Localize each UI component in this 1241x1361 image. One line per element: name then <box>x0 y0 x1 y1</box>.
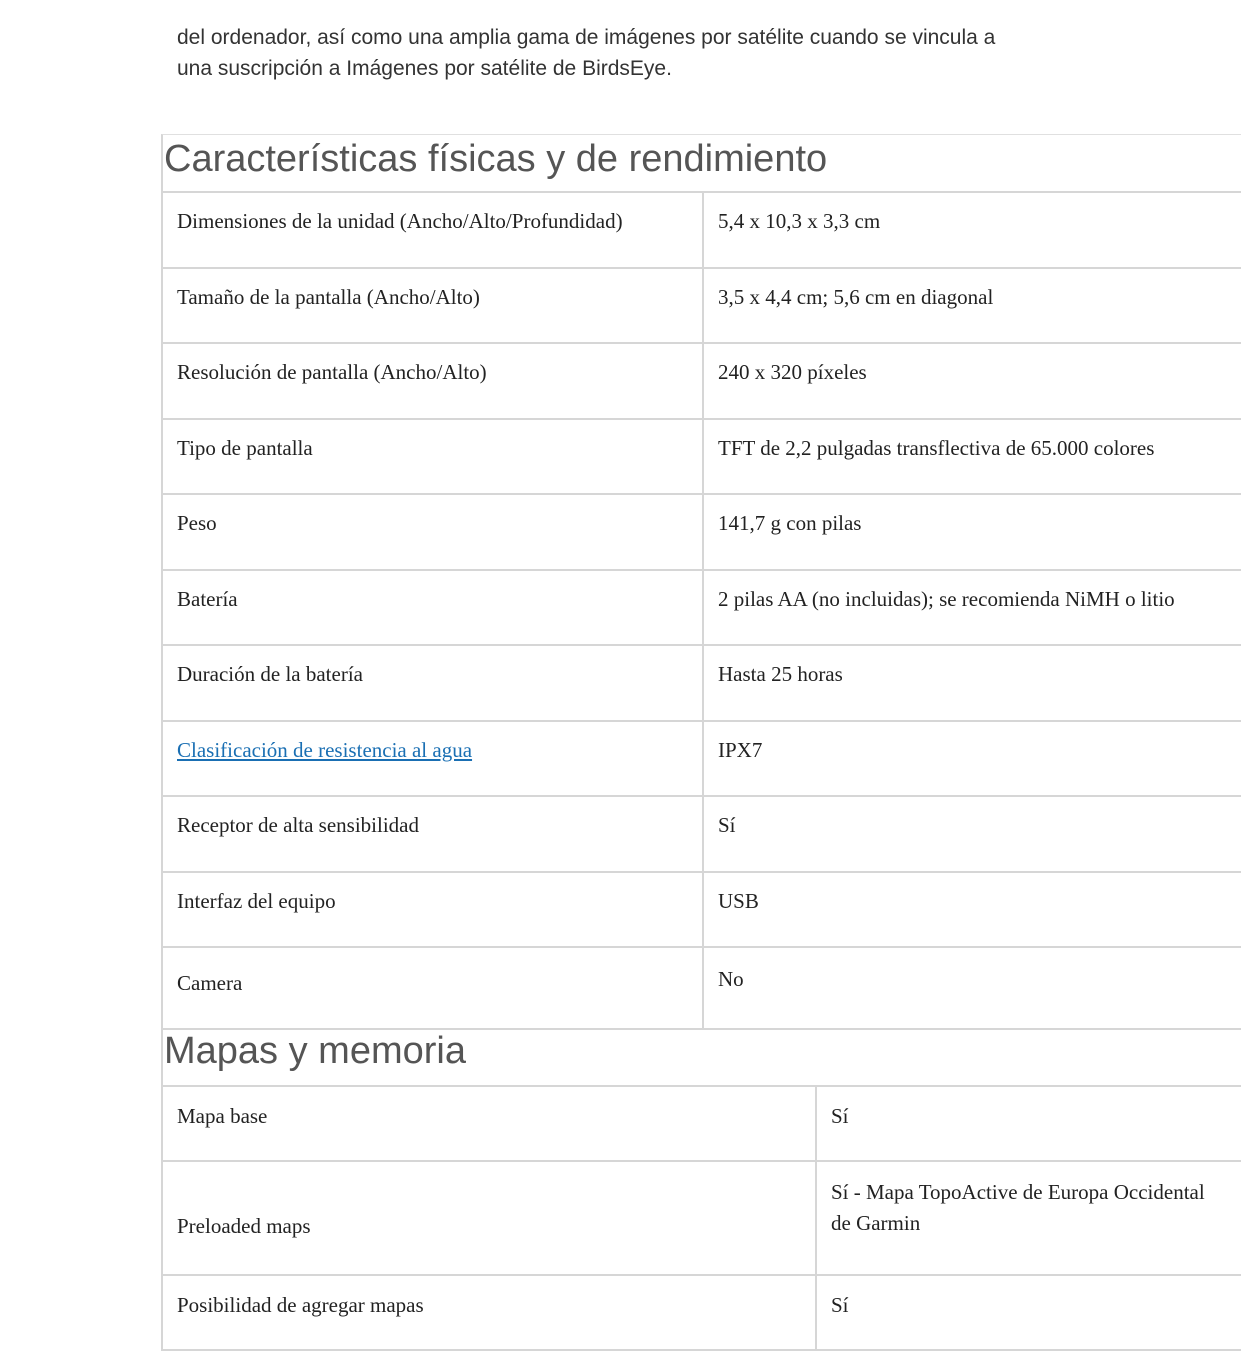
table-row <box>163 947 1241 1029</box>
spec-label: Camera <box>163 947 703 1029</box>
spec-value-line: de Garmin <box>831 1211 921 1235</box>
intro-paragraph <box>177 22 1067 84</box>
spec-value: No <box>703 947 1241 1029</box>
spec-value: Hasta 25 horas <box>703 645 1241 721</box>
spec-label: Tipo de pantalla <box>163 419 703 495</box>
table-row <box>163 192 1241 268</box>
table-row <box>163 268 1241 344</box>
spec-label: Batería <box>163 570 703 646</box>
physical-specs-section <box>161 134 1241 1030</box>
spec-value: IPX7 <box>703 721 1241 797</box>
table-row <box>163 419 1241 495</box>
spec-value: 3,5 x 4,4 cm; 5,6 cm en diagonal <box>703 268 1241 344</box>
spec-value: 141,7 g con pilas <box>703 494 1241 570</box>
spec-label: Dimensiones de la unidad (Ancho/Alto/Profundidad) <box>163 192 703 268</box>
spec-value: TFT de 2,2 pulgadas transflectiva de 65.000 colores <box>703 419 1241 495</box>
spec-label: Interfaz del equipo <box>163 872 703 948</box>
spec-value: USB <box>703 872 1241 948</box>
water-rating-link[interactable]: Clasificación de resistencia al agua <box>177 737 473 762</box>
table-row <box>163 1161 1241 1275</box>
spec-value: 240 x 320 píxeles <box>703 343 1241 419</box>
spec-value: 2 pilas AA (no incluidas); se recomienda NiMH o litio <box>703 570 1241 646</box>
section-title: Mapas y memoria <box>164 1030 466 1072</box>
table-row <box>163 494 1241 570</box>
table-row <box>163 1086 1241 1161</box>
spec-value <box>816 1161 1241 1275</box>
spec-label: Tamaño de la pantalla (Ancho/Alto) <box>163 268 703 344</box>
table-row <box>163 1275 1241 1350</box>
spec-value: Sí <box>816 1086 1241 1161</box>
section-title: Características físicas y de rendimiento <box>164 138 828 180</box>
spec-label-cell <box>163 721 703 797</box>
table-row <box>163 721 1241 797</box>
spec-label: Preloaded maps <box>163 1161 816 1275</box>
spec-label: Duración de la batería <box>163 645 703 721</box>
specs-table <box>163 191 1241 1030</box>
table-row <box>163 570 1241 646</box>
spec-value: Sí <box>816 1275 1241 1350</box>
table-row <box>163 645 1241 721</box>
spec-value-line: Sí - Mapa TopoActive de Europa Occidental <box>831 1180 1205 1204</box>
table-row <box>163 343 1241 419</box>
spec-label: Receptor de alta sensibilidad <box>163 796 703 872</box>
spec-value: Sí <box>703 796 1241 872</box>
table-row <box>163 872 1241 948</box>
spec-label: Resolución de pantalla (Ancho/Alto) <box>163 343 703 419</box>
table-row <box>163 796 1241 872</box>
intro-line: del ordenador, así como una amplia gama de imágenes por satélite cuando se vincula a <box>177 26 996 49</box>
spec-label: Posibilidad de agregar mapas <box>163 1275 816 1350</box>
spec-label: Mapa base <box>163 1086 816 1161</box>
spec-value: 5,4 x 10,3 x 3,3 cm <box>703 192 1241 268</box>
intro-line: una suscripción a Imágenes por satélite de BirdsEye. <box>177 57 672 80</box>
maps-memory-section <box>161 1029 1241 1351</box>
specs-table <box>163 1085 1241 1351</box>
spec-label: Peso <box>163 494 703 570</box>
